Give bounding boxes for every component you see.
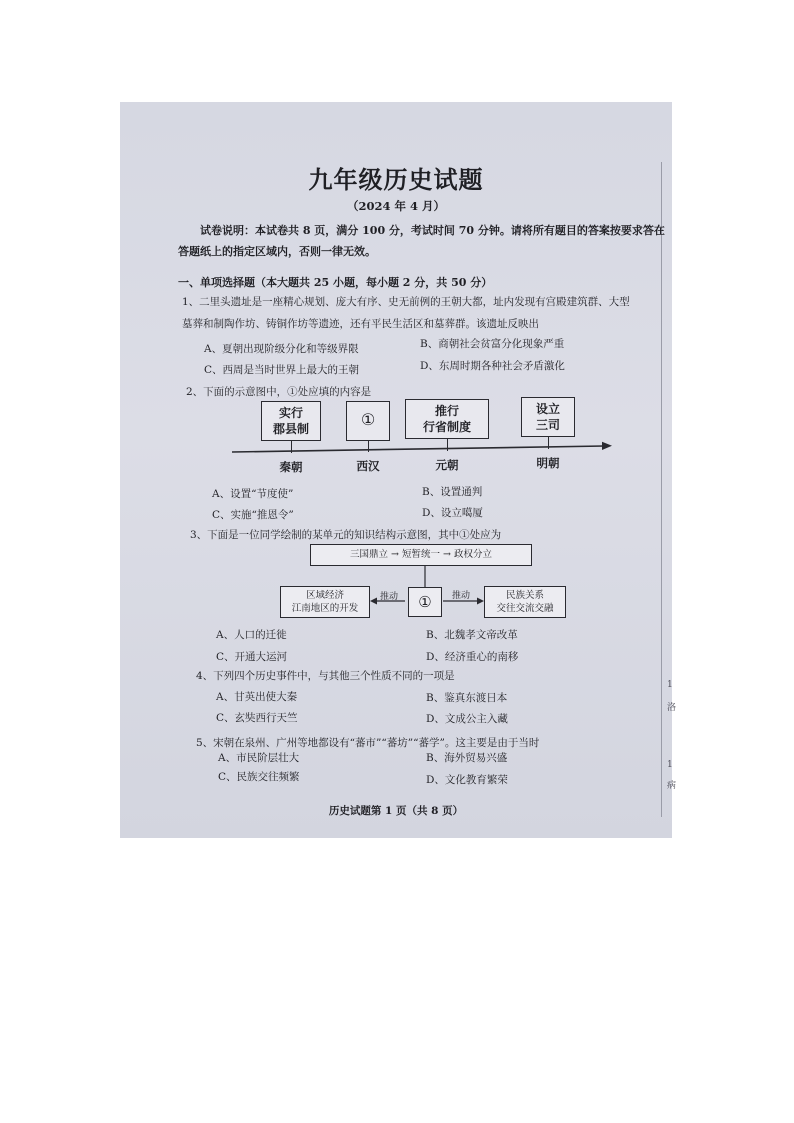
page-edge-divider	[661, 162, 662, 817]
section-heading: 一、单项选择题（本大题共 25 小题，每小题 2 分，共 50 分）	[178, 276, 493, 289]
era-label-qin: 秦朝	[279, 460, 303, 474]
question-4-option-c: C、玄奘西行天竺	[216, 712, 298, 724]
question-5-option-c: C、民族交往频繁	[218, 771, 300, 783]
question-1-option-d: D、东周时期各种社会矛盾激化	[420, 360, 565, 372]
page-footer: 历史试题第 1 页（共 8 页）	[328, 805, 464, 817]
era-label-yuan: 元朝	[435, 458, 459, 472]
timeline-box-qin: 实行 郡县制	[261, 401, 321, 441]
exam-date: （2024 年 4 月）	[346, 199, 446, 213]
question-1-option-a: A、夏朝出现阶级分化和等级界限	[204, 343, 359, 355]
timeline-axis	[232, 440, 614, 456]
question-5-option-d: D、文化教育繁荣	[426, 774, 508, 786]
exam-title: 九年级历史试题	[308, 166, 484, 194]
question-2-option-b: B、设置通判	[422, 486, 483, 498]
arrow-label-right: 推动	[452, 591, 471, 601]
question-2-option-c: C、实施“推恩令”	[212, 509, 294, 521]
timeline-box-blank: ①	[346, 401, 390, 441]
era-label-ming: 明朝	[536, 456, 560, 470]
edge-mark: 1	[667, 760, 673, 770]
question-3-option-d: D、经济重心的南移	[426, 651, 519, 663]
question-1-stem: 墓葬和制陶作坊、铸铜作坊等遗迹，还有平民生活区和墓葬群。该遗址反映出	[182, 318, 539, 330]
question-5-stem: 5、宋朝在泉州、广州等地都设有“蕃市”“蕃坊”“蕃学”。这主要是由于当时	[196, 737, 540, 749]
question-2-option-a: A、设置“节度使”	[212, 488, 294, 500]
question-3-option-c: C、开通大运河	[216, 651, 288, 663]
question-4-option-a: A、甘英出使大秦	[216, 691, 298, 703]
instructions-line-1: 试卷说明：本试卷共 8 页，满分 100 分，考试时间 70 分钟。请将所有题目的答案按要求答在	[200, 224, 665, 237]
question-5-option-b: B、海外贸易兴盛	[426, 752, 508, 764]
knowledge-box-periods: 三国鼎立 → 短暂统一 → 政权分立	[310, 544, 532, 566]
question-1-option-b: B、商朝社会贫富分化现象严重	[420, 338, 565, 350]
question-2-option-d: D、设立噶厦	[422, 507, 483, 519]
instructions-line-2: 答题纸上的指定区域内，否则一律无效。	[178, 245, 376, 258]
question-2-stem: 2、下面的示意图中，①处应填的内容是	[186, 386, 372, 398]
edge-mark: 1	[667, 680, 673, 690]
knowledge-box-blank: ①	[408, 587, 442, 617]
timeline-box-yuan: 推行 行省制度	[405, 399, 489, 439]
question-1-stem: 1、二里头遗址是一座精心规划、庞大有序、史无前例的王朝大都，址内发现有宫殿建筑群、大型	[182, 296, 630, 308]
question-4-option-b: B、鉴真东渡日本	[426, 692, 508, 704]
question-1-option-c: C、西周是当时世界上最大的王朝	[204, 364, 360, 376]
era-label-western-han: 西汉	[356, 459, 380, 473]
question-3-option-a: A、人口的迁徙	[216, 629, 287, 641]
knowledge-box-regional-economy: 区域经济 江南地区的开发	[280, 586, 370, 618]
edge-mark: 病	[667, 781, 677, 791]
edge-mark: 洛	[667, 703, 677, 713]
question-3-stem: 3、下面是一位同学绘制的某单元的知识结构示意图，其中①处应为	[190, 529, 502, 541]
exam-photo	[120, 102, 677, 838]
knowledge-arrows	[310, 565, 550, 625]
question-4-stem: 4、下列四个历史事件中，与其他三个性质不同的一项是	[196, 670, 455, 682]
question-4-option-d: D、文成公主入藏	[426, 713, 508, 725]
timeline-box-ming: 设立 三司	[521, 397, 575, 437]
arrow-label-left: 推动	[380, 592, 399, 602]
question-3-option-b: B、北魏孝文帝改革	[426, 629, 518, 641]
knowledge-box-ethnic-relations: 民族关系 交往交流交融	[484, 586, 566, 618]
question-5-option-a: A、市民阶层壮大	[218, 752, 300, 764]
